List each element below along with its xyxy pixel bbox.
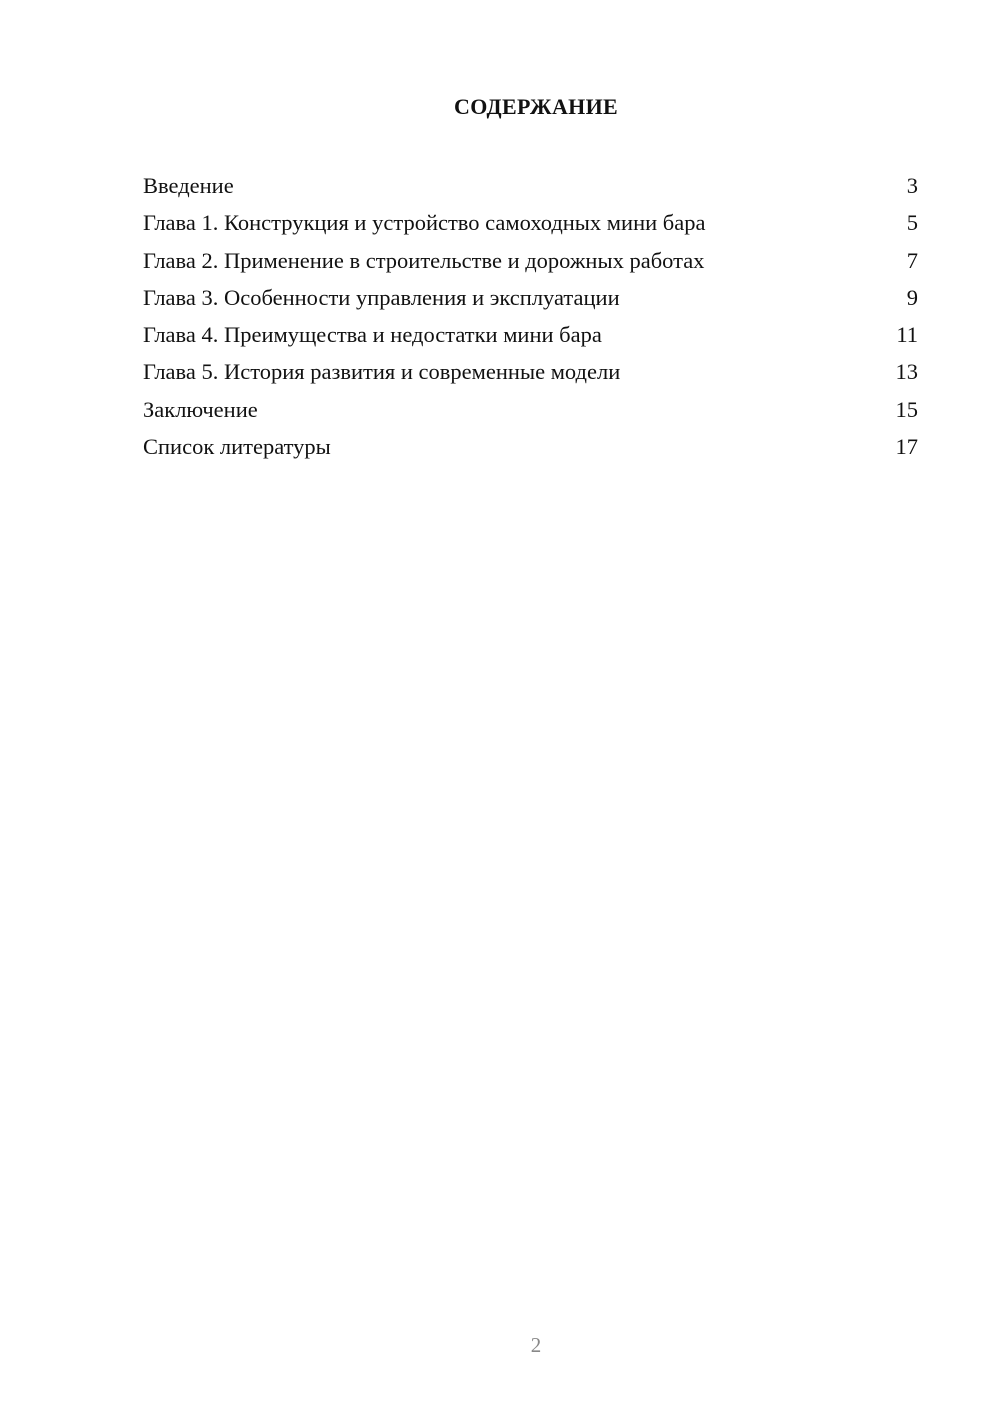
- toc-entry-title: Глава 3. Особенности управления и эксплуатации: [143, 284, 620, 310]
- toc-entry: [143, 242, 919, 279]
- toc-entry-page: 13: [895, 359, 918, 385]
- toc-entry-title: Глава 1. Конструкция и устройство самоходных мини бара: [143, 210, 706, 236]
- toc-entry: [143, 204, 919, 241]
- toc-entry-title: Глава 2. Применение в строительстве и дорожных работах: [143, 247, 705, 273]
- toc-entry-page: 3: [906, 173, 918, 198]
- toc-entry-title: Список литературы: [143, 434, 331, 460]
- page-title: СОДЕРЖАНИЕ: [454, 94, 618, 119]
- toc-entry-page: 15: [895, 396, 918, 422]
- toc-entry-page: 7: [906, 247, 918, 273]
- toc-entry-title: Глава 4. Преимущества и недостатки мини бара: [143, 322, 602, 348]
- page-number: 2: [530, 1333, 542, 1357]
- table-of-contents: [143, 167, 919, 465]
- toc-entry: [143, 279, 919, 316]
- toc-entry-title: Введение: [143, 173, 234, 198]
- toc-entry-page: 9: [906, 284, 918, 310]
- toc-entry: [143, 316, 919, 353]
- toc-entry-page: 11: [896, 322, 918, 348]
- toc-entry-title: Глава 5. История развития и современные модели: [143, 359, 621, 385]
- toc-entry: [143, 391, 919, 428]
- toc-entry: [143, 353, 919, 390]
- toc-entry-page: 5: [906, 210, 918, 236]
- toc-entry-page: 17: [895, 434, 918, 460]
- toc-entry: [143, 428, 919, 465]
- toc-entry-title: Заключение: [143, 396, 258, 422]
- toc-entry: [143, 167, 919, 204]
